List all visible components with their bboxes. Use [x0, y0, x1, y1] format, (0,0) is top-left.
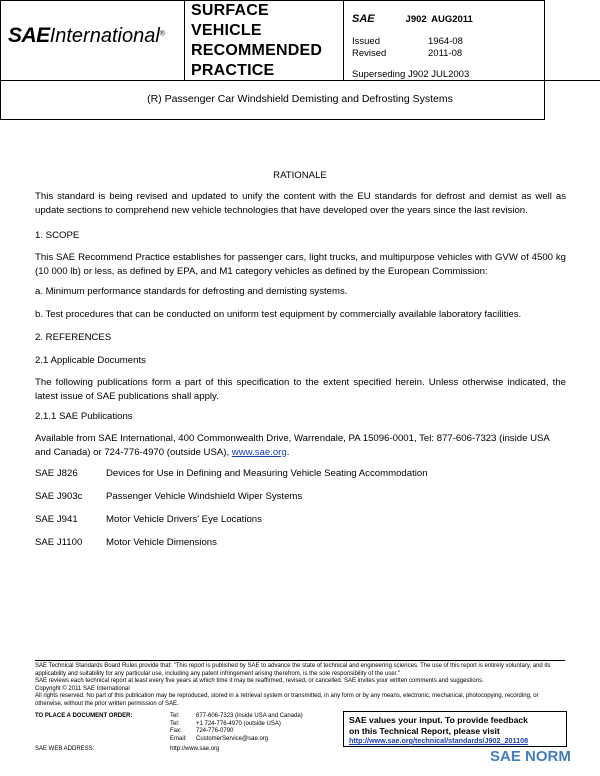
issued-row — [352, 36, 380, 48]
feedback-box — [343, 711, 567, 747]
category-line: SURFACE — [191, 2, 269, 19]
document-title: (R) Passenger Car Windshield Demisting and Defrosting Systems — [147, 93, 453, 105]
revised-label: Revised — [352, 48, 387, 59]
email-label: Email: — [170, 735, 187, 742]
legal-paragraph-3: All rights reserved. No part of this publication may be reproduced, stored in a retrieval system or transmitted, in any form or by any means, electronic, mechanical, photocopying, recording, or otherwise, without the prior written permission of SAE. — [35, 693, 539, 707]
reference-title: Motor Vehicle Dimensions — [106, 537, 217, 548]
reference-title: Devices for Use in Defining and Measuring Vehicle Seating Accommodation — [106, 468, 428, 479]
tel-label: Tel: — [170, 713, 180, 719]
available-text: Available from SAE International, 400 Commonwealth Drive, Warrendale, PA 15096-0001, Tel: 877-606-7323 (inside USA and Canada) or 724-776-4970 (outside USA), — [35, 433, 550, 458]
feedback-line-1: SAE values your input. To provide feedback — [349, 715, 528, 725]
email-value[interactable]: CustomerService@sae.org — [196, 735, 269, 742]
reference-title: Motor Vehicle Drivers' Eye Locations — [106, 514, 262, 525]
reference-code: SAE J941 — [35, 514, 78, 525]
footer-legal — [35, 663, 565, 709]
doc-id: J902 — [405, 14, 427, 25]
rationale-paragraph: This standard is being revised and updated to unify the content with the EU standards for defrost and demist as well as update sections to comprehend new vehicle technologies that have developed over the years since the last revision. — [35, 191, 566, 216]
fax-value: 724-776-0790 — [196, 728, 234, 735]
reference-code: SAE J826 — [35, 468, 78, 479]
available-paragraph — [35, 432, 566, 459]
document-id-row — [352, 9, 473, 27]
fax-label: Fax: — [170, 728, 182, 735]
applicable-paragraph: The following publications form a part of this specification to the extent specified herein. Unless otherwise indicated, the latest issue of SAE publications shall apply. — [35, 377, 566, 402]
feedback-line-2: on this Technical Report, please visit — [349, 725, 500, 736]
document-header — [0, 0, 545, 120]
reference-code: SAE J903c — [35, 491, 83, 502]
issued-value: 1964-08 — [428, 36, 463, 47]
issued-label: Issued — [352, 36, 380, 47]
reference-item — [35, 467, 428, 481]
sae-publications-heading: 2.1.1 SAE Publications — [35, 411, 133, 422]
rationale-heading: RATIONALE — [273, 170, 327, 181]
order-contacts — [170, 713, 303, 743]
logo-international-text: International — [49, 25, 160, 47]
sae-mini-logo: SAE — [352, 13, 375, 25]
sae-norm-watermark: SAE NORM — [490, 748, 571, 765]
reference-item — [35, 490, 302, 504]
order-label: TO PLACE A DOCUMENT ORDER: — [35, 713, 133, 719]
web-address-value[interactable]: http://www.sae.org — [170, 746, 220, 752]
references-heading: 2. REFERENCES — [35, 332, 112, 343]
doc-date: AUG2011 — [431, 14, 473, 25]
revised-value: 2011-08 — [428, 48, 463, 59]
tel-value: 877-606-7323 (inside USA and Canada) — [196, 713, 303, 719]
document-category — [191, 1, 322, 81]
header-divider-1 — [184, 0, 185, 80]
tel2-value: +1 724-776-4970 (outside USA) — [196, 720, 281, 727]
registered-mark: ® — [159, 30, 165, 38]
category-line: RECOMMENDED — [191, 42, 323, 59]
category-line: VEHICLE — [191, 22, 262, 39]
logo-sae-text: SAE — [8, 24, 50, 47]
superseding-note: Superseding J902 JUL2003 — [352, 69, 470, 80]
category-line: PRACTICE — [191, 62, 275, 79]
legal-paragraph-1: SAE Technical Standards Board Rules provide that: "This report is published by SAE to advance the state of technical and engineering sciences. The use of this report is entirely voluntary, and its applicability and suitability for any particular use, including any patent infringement arising therefrom, is the sole responsibility of the user." — [35, 663, 551, 677]
sae-international-logo — [8, 24, 165, 48]
copyright-line: Copyright © 2011 SAE International — [35, 685, 130, 692]
legal-paragraph-2: SAE reviews each technical report at least every five years at which time it may be reaffirmed, revised, or cancelled. SAE invites your written comments and suggestions. — [35, 678, 484, 685]
reference-item — [35, 536, 217, 550]
feedback-link[interactable]: http://www.sae.org/technical/standards/J902_201108 — [349, 736, 529, 745]
footer-rule — [35, 660, 565, 661]
header-divider-2 — [343, 0, 344, 80]
scope-item-b: b. Test procedures that can be conducted on uniform test equipment by commercially available laboratory facilities. — [35, 309, 522, 320]
reference-item — [35, 513, 262, 527]
scope-paragraph: This SAE Recommend Practice establishes for passenger cars, light trucks, and multipurpose vehicles with GVW of 4500 kg (10 000 lb) or less, as defined by EPA, and M1 category vehicles as defined by the European Commission: — [35, 252, 566, 277]
reference-title: Passenger Vehicle Windshield Wiper Systems — [106, 491, 303, 502]
scope-heading: 1. SCOPE — [35, 230, 80, 241]
sae-website-link[interactable]: www.sae.org — [231, 446, 287, 458]
available-end: . — [286, 446, 290, 458]
applicable-documents-heading: 2.1 Applicable Documents — [35, 355, 146, 366]
tel2-label: Tel: — [170, 720, 180, 727]
reference-code: SAE J1100 — [35, 537, 83, 548]
scope-item-a: a. Minimum performance standards for defrosting and demisting systems. — [35, 286, 348, 297]
web-address-label: SAE WEB ADDRESS: — [35, 746, 95, 752]
